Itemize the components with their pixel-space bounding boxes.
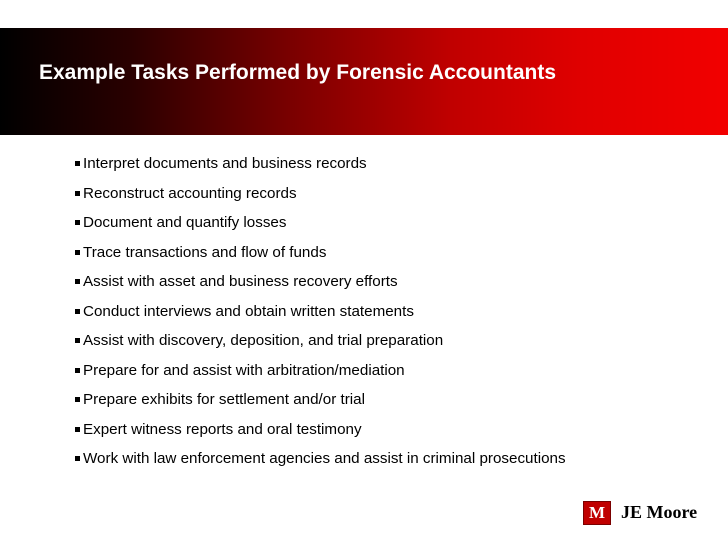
list-item: [75, 155, 566, 185]
square-bullet-icon: [75, 338, 80, 343]
task-list: [75, 155, 566, 480]
list-item-text: Interpret documents and business records: [83, 155, 367, 172]
square-bullet-icon: [75, 397, 80, 402]
company-logo-mark: M: [583, 501, 611, 525]
square-bullet-icon: [75, 309, 80, 314]
list-item: [75, 303, 566, 333]
list-item-text: Document and quantify losses: [83, 214, 287, 231]
list-item-text: Prepare for and assist with arbitration/mediation: [83, 361, 405, 379]
square-bullet-icon: [75, 161, 80, 166]
slide-title: Example Tasks Performed by Forensic Accountants: [39, 61, 557, 84]
square-bullet-icon: [75, 220, 80, 225]
list-item-text: Prepare exhibits for settlement and/or trial: [83, 391, 365, 408]
company-name: JE Moore: [621, 502, 698, 522]
list-item: [75, 244, 566, 274]
list-item: [75, 450, 566, 480]
list-item: [75, 421, 566, 451]
list-item-text: Assist with asset and business recovery efforts: [83, 273, 398, 290]
square-bullet-icon: [75, 279, 80, 284]
square-bullet-icon: [75, 368, 80, 373]
list-item: [75, 185, 566, 215]
list-item-text: Conduct interviews and obtain written statements: [83, 302, 414, 320]
list-item-text: Reconstruct accounting records: [83, 184, 297, 202]
list-item: [75, 362, 566, 392]
list-item-text: Expert witness reports and oral testimony: [83, 420, 362, 438]
list-item: [75, 391, 566, 421]
square-bullet-icon: [75, 427, 80, 432]
list-item: [75, 214, 566, 244]
list-item-text: Work with law enforcement agencies and assist in criminal prosecutions: [83, 450, 566, 467]
square-bullet-icon: [75, 456, 80, 461]
list-item-text: Assist with discovery, deposition, and trial preparation: [83, 332, 444, 349]
list-item: [75, 332, 566, 362]
square-bullet-icon: [75, 250, 80, 255]
square-bullet-icon: [75, 191, 80, 196]
list-item: [75, 273, 566, 303]
list-item-text: Trace transactions and flow of funds: [83, 243, 327, 261]
